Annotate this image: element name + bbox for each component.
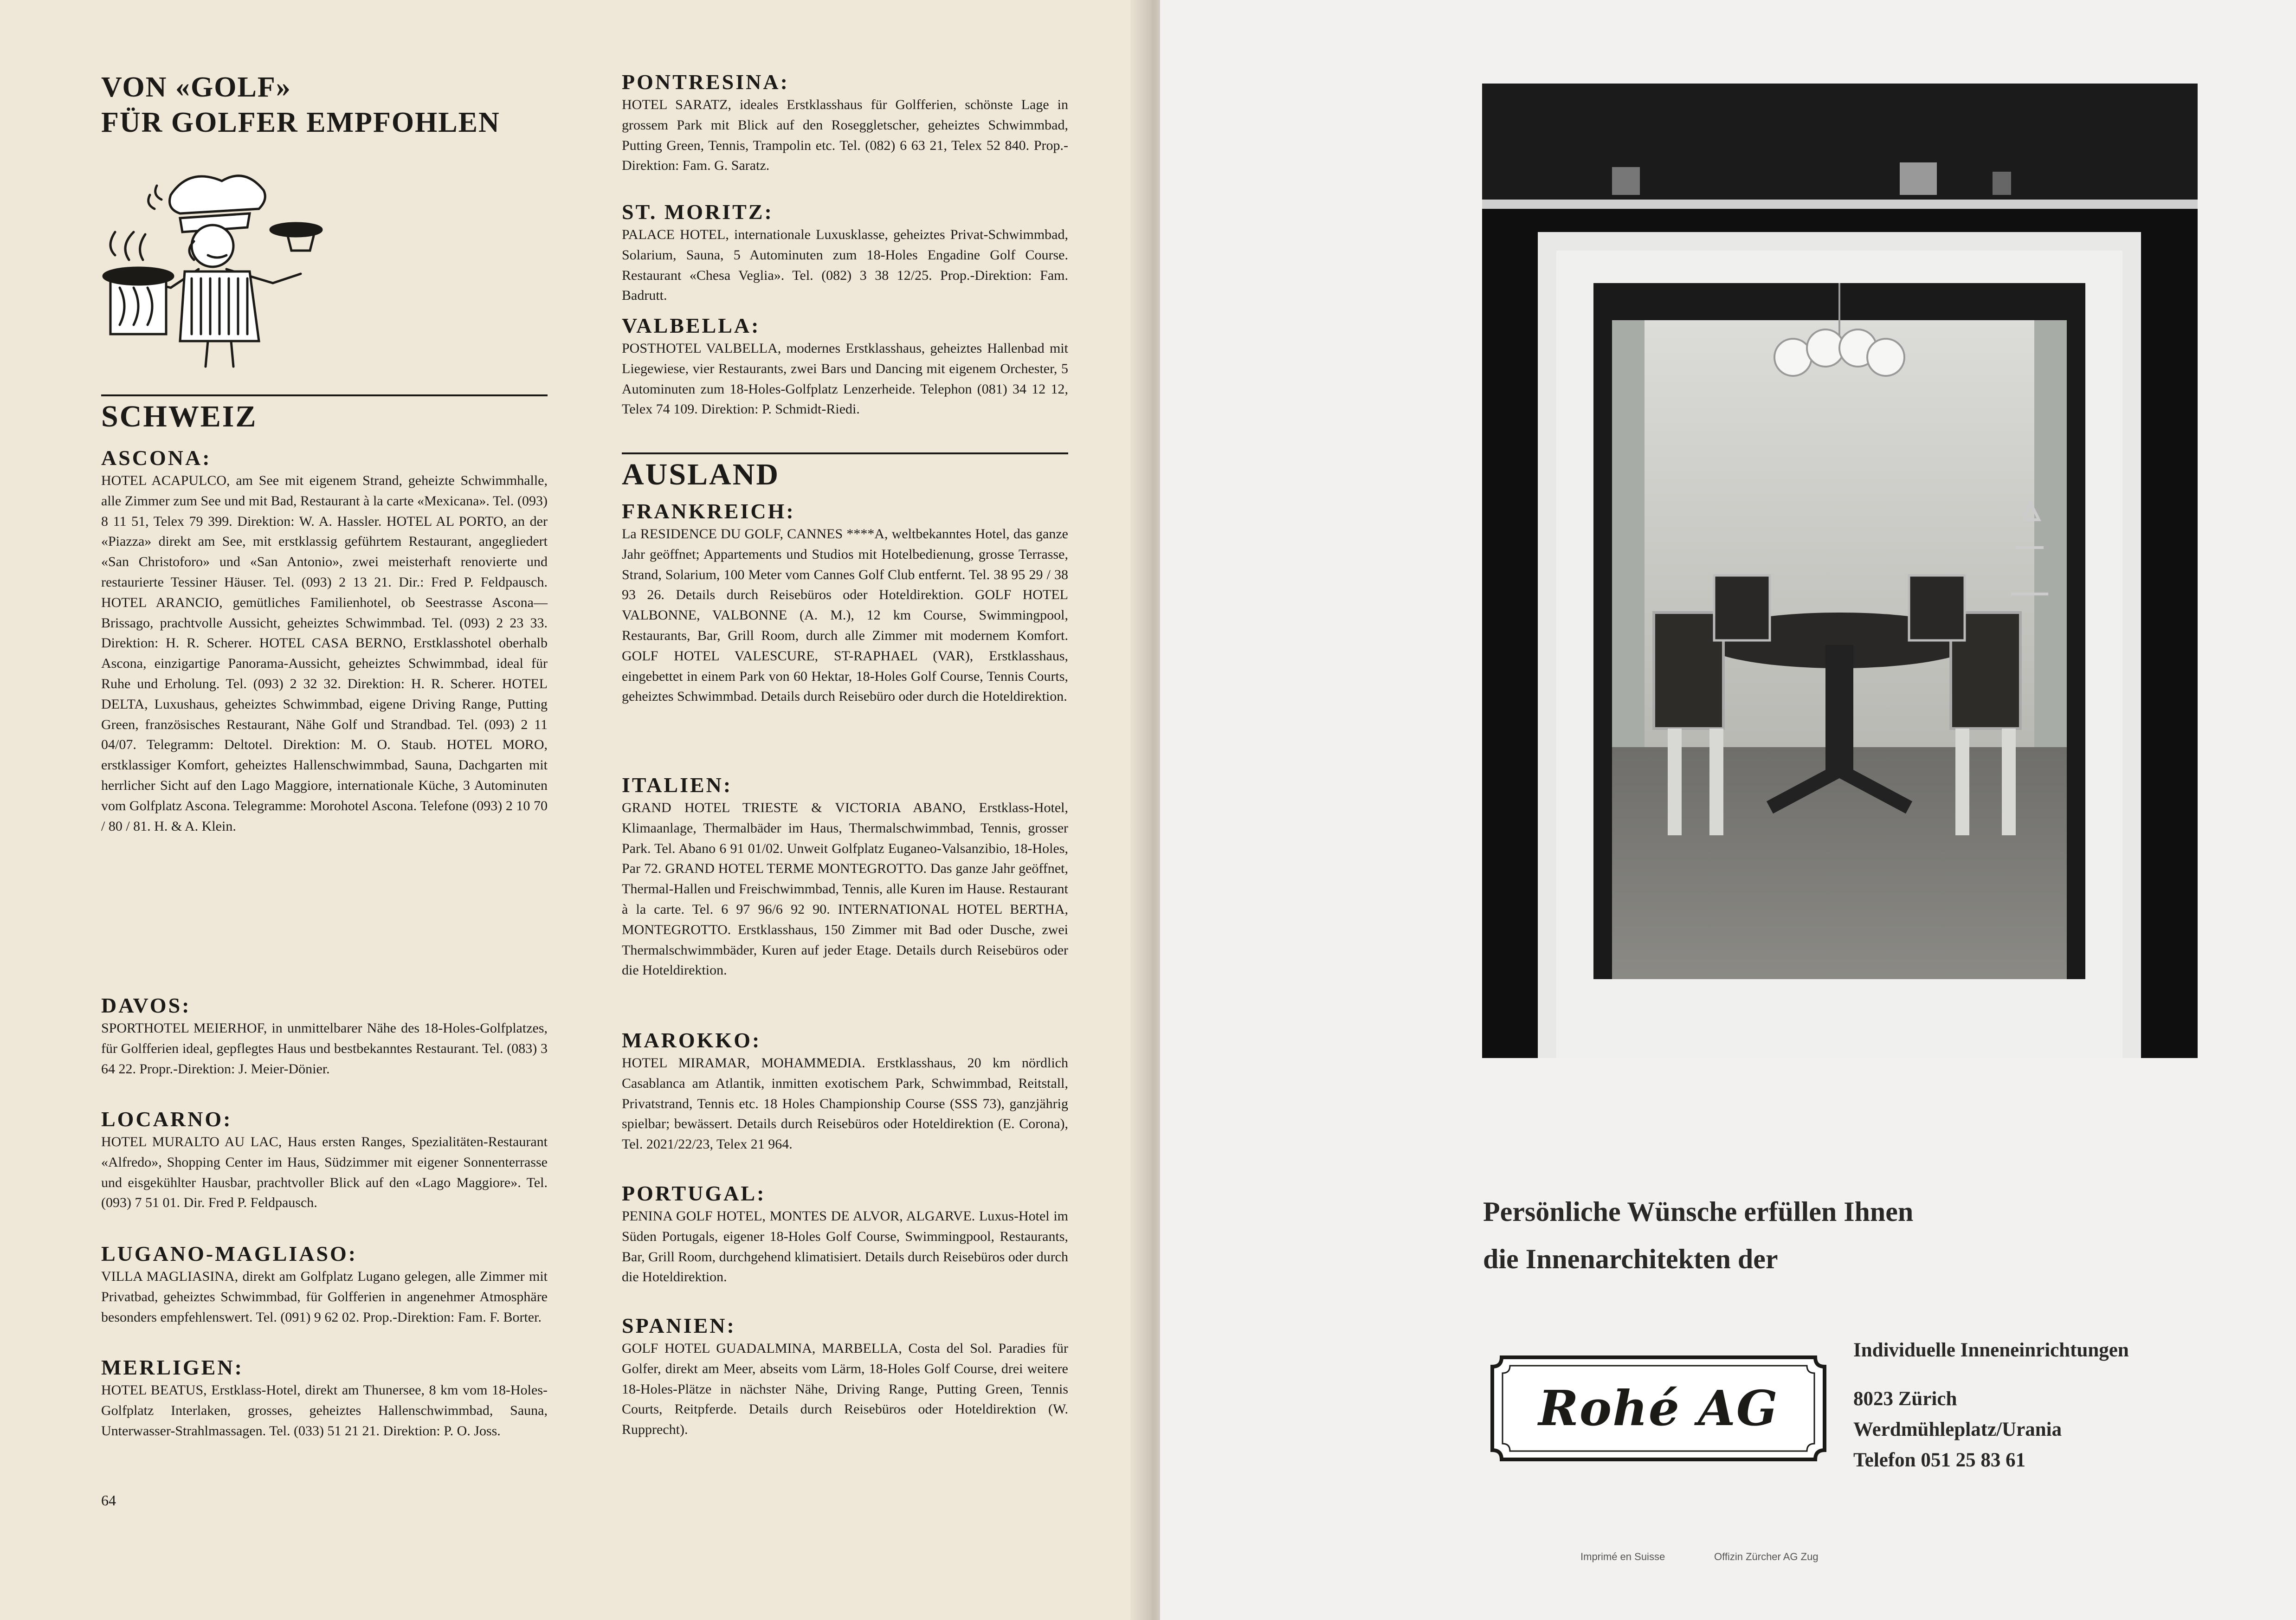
entry-text: HOTEL MIRAMAR, MOHAMMEDIA. Erstklasshaus, 20 km nördlich Casablanca am Atlantik, inmitten exotischem Park, Schwimmbad, Reitstall, Privatstrand, Tennis etc. 18 Holes Championship Course (SSS 73), ganzjährig spielbar; bewässert. Details durch Reisebüros oder Hoteldirektion (E. Corona), Tel. 2021/22/23, Telex 21 964. <box>622 1055 1068 1152</box>
entry-text: SPORTHOTEL MEIERHOF, in unmittelbarer Nähe des 18-Holes-Golfplatzes, für Golfferien ideal, gepflegtes Haus und bestbekanntes Restaurant. Tel. (083) 3 64 22. Propr.-Direktion: J. Meier-Dönier. <box>101 1020 548 1077</box>
page-heading <box>101 70 500 140</box>
entry-text: HOTEL ACAPULCO, am See mit eigenem Strand, geheizte Schwimmhalle, alle Zimmer zum See und mit Bad, Restaurant à la carte «Mexicana». Tel. (093) 8 11 51, Telex 79 399. Direktion: W. A. Hassler. HOTEL AL PORTO, an der «Piazza» direkt am See, mit erstklassig geführtem Restaurant, angegliedert «San Christoforo» und «San Antonio», zwei meisterhaft renovierte und restaurierte Tessiner Häuser. Tel. (093) 2 13 21. Dir.: Fred P. Feldpausch. HOTEL ARANCIO, gemütliches Familienhotel, ob Seestrasse Ascona—Brissago, prachtvolle Aussicht, geheiztes Schwimmbad. Tel. (093) 2 23 33. Direktion: H. R. Scherer. HOTEL CASA BERNO, Erstklasshotel oberhalb Ascona, einzigartige Panorama-Aussicht, geheiztes Schwimmbad, ideal für Ruhe und Erholung. Tel. (093) 2 32 32. Direktion: H. R. Scherer. HOTEL DELTA, Luxushaus, geheiztes Schwimmbad, eigene Driving Range, Putting Green, französisches Restaurant, Nähe Golf und Strandbad. Tel. (093) 2 11 04/07. Telegramm: Deltotel. Direktion: M. O. Staub. HOTEL MORO, erstklassiger Komfort, geheiztes Hallenschwimmbad, Sauna, Dachgarten mit herrlicher Sicht auf den Lago Maggiore, internationale Küche, 3 Autominuten vom Golfplatz Ascona. Telegramme: Morohotel Ascona. Telefone (093) 2 10 70 / 80 / 81. H. & A. Klein. <box>101 473 548 834</box>
entry-text: La RESIDENCE DU GOLF, CANNES ****A, weltbekanntes Hotel, das ganze Jahr geöffnet; Appartements und Studios mit Hotelbedienung, grosse Terrasse, Strand, Solarium, 100 Meter vom Cannes Golf Club entfernt. Tel. 38 95 29 / 38 93 26. Details durch Reisebüros oder Hoteldirektion. GOLF HOTEL VALBONNE, VALBONNE (A. M.), 12 km Course, Swimmingpool, Restaurants, Bar, Grill Room, durch alle Zimmer mit modernem Komfort. GOLF HOTEL VALESCURE, ST-RAPHAEL (VAR), Erstklasshaus, eingebettet in einem Park von 60 Hektar, 18-Holes Golf Course, Tennis Courts, geheiztes Schwimmbad. Details durch Reisebüro oder durch die Hoteldirektion. <box>622 526 1068 704</box>
entry-text: GOLF HOTEL GUADALMINA, MARBELLA, Costa del Sol. Paradies für Golfer, direkt am Meer, abseits vom Lärm, 18-Holes Golf Course, drei weitere 18-Holes-Plätze in nächster Nähe, Driving Range, Putting Green, Tennis Courts, Reitpferde. Details durch Reisebüros oder Hoteldirektion (W. Rupprecht). <box>622 1341 1068 1438</box>
entry-pontresina <box>622 70 1068 176</box>
heading-line-1: VON «GOLF» <box>101 71 291 103</box>
city-heading: FRANKREICH: <box>622 499 795 523</box>
section-title-schweiz: SCHWEIZ <box>101 400 258 433</box>
city-heading: PONTRESINA: <box>622 70 789 94</box>
entry-ascona <box>101 445 548 836</box>
address-line-3: Werdmühleplatz/Urania <box>1853 1419 2062 1440</box>
entry-st-moritz <box>622 200 1068 306</box>
entry-marokko <box>622 1028 1068 1155</box>
section-ausland <box>622 452 1068 492</box>
logo-text: Rohé AG <box>1538 1380 1779 1437</box>
entry-text: PENINA GOLF HOTEL, MONTES DE ALVOR, ALGARVE. Luxus-Hotel im Süden Portugals, eigener 18-Holes Golf Course, Swimmingpool, Restaurants, Bar, Grill Room, durchgehend klimatisiert. Details durch Reisebüros oder durch die Hoteldirektion. <box>622 1208 1068 1285</box>
city-heading: ASCONA: <box>101 446 212 470</box>
city-heading: ITALIEN: <box>622 773 733 797</box>
entry-italien <box>622 773 1068 981</box>
entry-locarno <box>101 1107 548 1213</box>
city-heading: ST. MORITZ: <box>622 200 774 224</box>
imprint-country: Imprimé en Suisse <box>1580 1551 1665 1562</box>
entry-spanien <box>622 1313 1068 1440</box>
address-line-1: Individuelle Inneneinrichtungen <box>1853 1339 2129 1361</box>
entry-lugano-magliaso <box>101 1241 548 1327</box>
entry-text: HOTEL BEATUS, Erstklass-Hotel, direkt am Thunersee, 8 km vom 18-Holes-Golfplatz Interlaken, grosses, geheiztes Hallenschwimmbad, Sauna, Unterwasser-Strahlmassagen. Tel. (033) 51 21 21. Direktion: P. O. Joss. <box>101 1382 548 1439</box>
city-heading: LOCARNO: <box>101 1107 232 1131</box>
entry-portugal <box>622 1181 1068 1287</box>
city-heading: SPANIEN: <box>622 1314 736 1337</box>
heading-line-2: FÜR GOLFER EMPFOHLEN <box>101 107 500 138</box>
entry-text: HOTEL MURALTO AU LAC, Haus ersten Ranges, Spezialitäten-Restaurant «Alfredo», Shopping Center im Haus, Südzimmer mit eigener Sonnenterrasse und eisgekühlter Hausbar, prachtvoller Blick auf den «Lago Maggiore». Tel. (093) 7 51 01. Dir. Fred P. Feldpausch. <box>101 1134 548 1211</box>
entry-valbella <box>622 313 1068 420</box>
entry-frankreich <box>622 499 1068 707</box>
dining-room-photo <box>1482 84 2198 1058</box>
section-schweiz <box>101 394 548 434</box>
address-line-4: Telefon 051 25 83 61 <box>1853 1449 2026 1471</box>
city-heading: PORTUGAL: <box>622 1181 766 1205</box>
imprint-printer: Offizin Zürcher AG Zug <box>1714 1551 1819 1562</box>
entry-text: GRAND HOTEL TRIESTE & VICTORIA ABANO, Erstklass-Hotel, Klimaanlage, Thermalbäder im Haus, Thermalschwimmbad, Tennis, grosser Park. Tel. Abano 6 91 01/02. Unweit Golfplatz Euganeo-Valsanzibio, 18-Holes, Par 72. GRAND HOTEL TERME MONTEGROTTO. Das ganze Jahr geöffnet, Thermal-Hallen und Freischwimmbad, Tennis, alle Kuren im Hause. Restaurant à la carte. Tel. 6 97 96/6 92 90. INTERNATIONAL HOTEL BERTHA, MONTEGROTTO. Erstklasshaus, 150 Zimmer mit Bad oder Dusche, zwei Thermalschwimmbäder, Kuren auf jeder Etage. Details durch Reisebüros oder die Hoteldirektion. <box>622 800 1068 978</box>
city-heading: MERLIGEN: <box>101 1355 244 1379</box>
entry-text: HOTEL SARATZ, ideales Erstklasshaus für Golfferien, schönste Lage in grossem Park mit Blick auf den Roseggletscher, geheiztes Schwimmbad, Putting Green, Tennis, Trampolin etc. Tel. (082) 6 63 21, Telex 52 840. Prop.-Direktion: Fam. G. Saratz. <box>622 97 1068 174</box>
city-heading: DAVOS: <box>101 994 191 1017</box>
city-heading: VALBELLA: <box>622 314 761 337</box>
page-number: 64 <box>101 1492 116 1509</box>
section-title-ausland: AUSLAND <box>622 458 780 491</box>
entry-text: VILLA MAGLIASINA, direkt am Golfplatz Lugano gelegen, alle Zimmer mit Privatbad, geheiztes Schwimmbad, für Golfferien in angenehmer Atmosphäre besonders empfehlenswert. Tel. (091) 9 62 02. Prop.-Direktion: Fam. F. Borter. <box>101 1269 548 1325</box>
chef-illustration <box>101 167 333 371</box>
advert-headline <box>1483 1188 1913 1283</box>
city-heading: LUGANO-MAGLIASO: <box>101 1242 358 1265</box>
entry-merligen <box>101 1355 548 1441</box>
entry-davos <box>101 993 548 1079</box>
entry-text: POSTHOTEL VALBELLA, modernes Erstklasshaus, geheiztes Hallenbad mit Liegewiese, vier Restaurants, zwei Bars und Dancing mit eigenem Orchester, 5 Autominuten zum 18-Holes-Golfplatz Lenzerheide. Telephon (081) 34 12 12, Telex 74 109. Direktion: P. Schmidt-Riedi. <box>622 341 1068 417</box>
entry-text: PALACE HOTEL, internationale Luxusklasse, geheiztes Privat-Schwimmbad, Solarium, Sauna, 5 Autominuten zum 18-Holes Engadine Golf Course. Restaurant «Chesa Veglia». Tel. (082) 3 38 12/25. Prop.-Direktion: Fam. Badrutt. <box>622 227 1068 303</box>
city-heading: MAROKKO: <box>622 1028 761 1052</box>
headline-line-2: die Innenarchitekten der <box>1483 1244 1778 1274</box>
headline-line-1: Persönliche Wünsche erfüllen Ihnen <box>1483 1196 1914 1227</box>
address-line-2: 8023 Zürich <box>1853 1388 1957 1410</box>
company-logo <box>1483 1348 1834 1469</box>
